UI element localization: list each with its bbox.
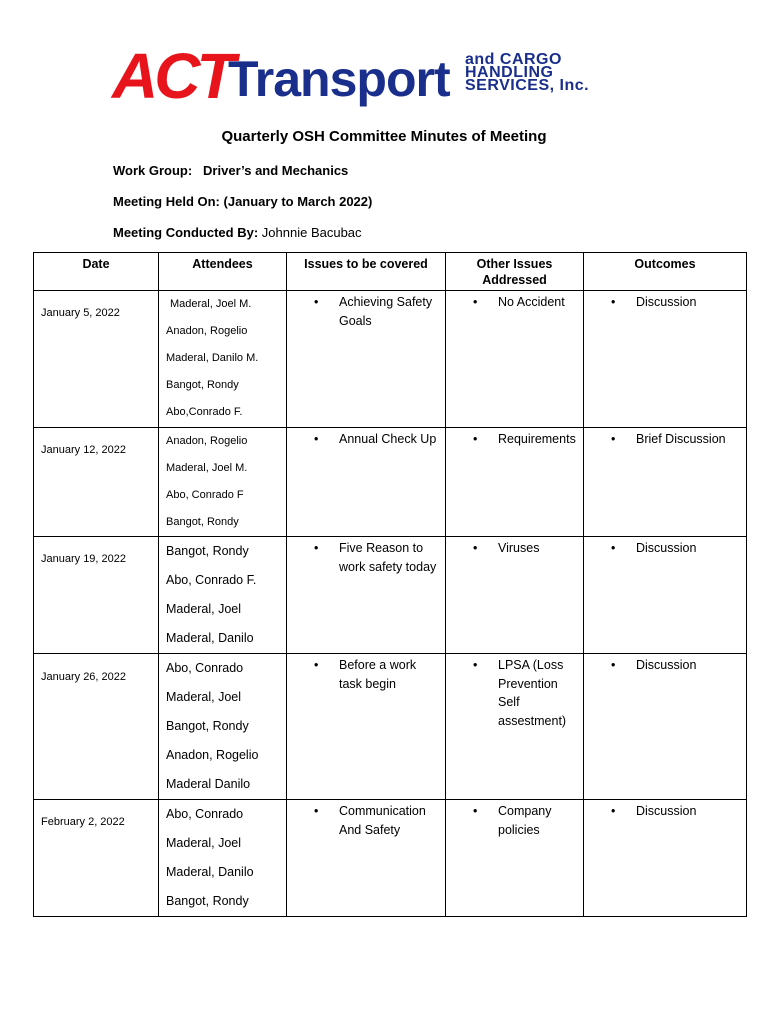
attendee-name: Maderal, Danilo — [166, 865, 254, 879]
date-text: February 2, 2022 — [41, 816, 125, 828]
attendees-cell — [159, 800, 287, 917]
attendee-name: Anadon, Rogelio — [166, 748, 259, 762]
attendee-name: Abo, Conrado F. — [166, 573, 257, 587]
table-row — [34, 291, 747, 428]
meeting-held-value: (January to March 2022) — [223, 194, 373, 209]
bullet-icon: • — [611, 432, 616, 446]
work-group-value: Driver’s and Mechanics — [203, 163, 349, 178]
work-group-line — [113, 163, 348, 178]
other-issue-text: Viruses — [498, 541, 540, 555]
date-cell — [34, 800, 159, 917]
document-title: Quarterly OSH Committee Minutes of Meeting — [221, 128, 547, 145]
other-issues-cell — [446, 654, 584, 800]
bullet-icon: • — [611, 541, 616, 555]
logo-subtitle — [465, 53, 690, 92]
outcome-cell — [584, 428, 747, 537]
attendee-name: Anadon, Rogelio — [166, 325, 248, 337]
bullet-icon: • — [314, 804, 319, 818]
header-other-issues — [446, 253, 584, 291]
bullet-icon: • — [314, 295, 319, 309]
date-cell — [34, 428, 159, 537]
date-cell — [34, 291, 159, 428]
attendees-cell — [159, 428, 287, 537]
date-text: January 5, 2022 — [41, 307, 120, 319]
bullet-icon: • — [611, 658, 616, 672]
attendee-name: Maderal, Joel — [166, 602, 242, 616]
attendee-name: Maderal, Joel — [166, 690, 242, 704]
other-issues-cell — [446, 537, 584, 654]
issue-text: Achieving Safety Goals — [339, 295, 433, 328]
other-issue-text: No Accident — [498, 295, 565, 309]
issues-cell — [287, 800, 446, 917]
outcome-cell — [584, 800, 747, 917]
date-text: January 19, 2022 — [41, 553, 127, 565]
logo-sub-line-3: SERVICES, Inc. — [465, 77, 590, 94]
meeting-held-line — [113, 194, 372, 209]
table-header-row — [34, 253, 747, 291]
svg-text:Transport: Transport — [228, 51, 450, 107]
attendee-name: Maderal, Danilo — [166, 631, 254, 645]
outcome-text: Brief Discussion — [636, 432, 726, 446]
attendee-name: Bangot, Rondy — [166, 719, 249, 733]
issue-text: Before a work task begin — [339, 658, 417, 691]
other-issues-cell — [446, 800, 584, 917]
issues-cell — [287, 291, 446, 428]
date-cell — [34, 537, 159, 654]
table-row — [34, 800, 747, 917]
company-logo — [110, 40, 690, 110]
header-date: Date — [34, 253, 159, 291]
minutes-table — [33, 252, 747, 917]
header-attendees: Attendees — [159, 253, 287, 291]
issues-cell — [287, 537, 446, 654]
table-row — [34, 428, 747, 537]
issues-cell — [287, 428, 446, 537]
attendee-name: Abo, Conrado — [166, 807, 244, 821]
date-text: January 26, 2022 — [41, 671, 127, 683]
issue-text: Communication And Safety — [339, 804, 426, 837]
logo-sub-line-2: HANDLING — [465, 64, 554, 81]
outcome-cell — [584, 537, 747, 654]
header-other-line-2: Addressed — [482, 273, 547, 287]
table-row — [34, 537, 747, 654]
svg-text:ACT: ACT — [112, 40, 232, 110]
conducted-by-value: Johnnie Bacubac — [261, 225, 362, 240]
table-row — [34, 654, 747, 800]
attendees-cell — [159, 654, 287, 800]
outcome-text: Discussion — [636, 541, 697, 555]
attendee-name: Abo, Conrado — [166, 661, 244, 675]
other-issue-text: LPSA (Loss Prevention Self assestment) — [498, 658, 567, 728]
attendee-name: Abo,Conrado F. — [166, 406, 243, 418]
meeting-held-label: Meeting Held On: — [113, 194, 220, 209]
bullet-icon: • — [314, 658, 319, 672]
attendee-name: Maderal, Danilo M. — [166, 352, 259, 364]
outcome-text: Discussion — [636, 804, 697, 818]
attendee-name: Maderal, Joel — [166, 836, 242, 850]
conducted-by-line — [113, 225, 362, 240]
issues-cell — [287, 654, 446, 800]
bullet-icon: • — [314, 432, 319, 446]
conducted-by-label: Meeting Conducted By: — [113, 225, 259, 240]
work-group-label: Work Group: — [113, 163, 193, 178]
header-outcomes: Outcomes — [584, 253, 747, 291]
attendee-name: Bangot, Rondy — [166, 544, 249, 558]
date-cell — [34, 654, 159, 800]
bullet-icon: • — [473, 541, 478, 555]
attendee-name: Bangot, Rondy — [166, 516, 239, 528]
bullet-icon: • — [473, 295, 478, 309]
other-issue-text: Requirements — [498, 432, 576, 446]
bullet-icon: • — [611, 804, 616, 818]
logo-brand-mark — [110, 40, 460, 110]
other-issues-cell — [446, 428, 584, 537]
attendee-name: Bangot, Rondy — [166, 894, 249, 908]
attendee-name: Bangot, Rondy — [166, 379, 239, 391]
bullet-icon: • — [314, 541, 319, 555]
issue-text: Five Reason to work safety today — [339, 541, 437, 574]
bullet-icon: • — [611, 295, 616, 309]
bullet-icon: • — [473, 432, 478, 446]
other-issues-cell — [446, 291, 584, 428]
date-text: January 12, 2022 — [41, 444, 127, 456]
issue-text: Annual Check Up — [339, 432, 437, 446]
outcome-cell — [584, 654, 747, 800]
attendee-name: Maderal Danilo — [166, 777, 251, 791]
header-other-line-1: Other Issues — [476, 257, 553, 271]
bullet-icon: • — [473, 804, 478, 818]
attendees-cell — [159, 537, 287, 654]
attendee-name: Maderal, Joel M. — [166, 462, 248, 474]
outcome-text: Discussion — [636, 295, 697, 309]
header-issues: Issues to be covered — [287, 253, 446, 291]
outcome-text: Discussion — [636, 658, 697, 672]
outcome-cell — [584, 291, 747, 428]
attendee-name: Anadon, Rogelio — [166, 435, 248, 447]
bullet-icon: • — [473, 658, 478, 672]
attendee-name: Abo, Conrado F — [166, 489, 244, 501]
other-issue-text: Company policies — [498, 804, 552, 837]
logo-sub-line-1: and CARGO — [465, 51, 562, 68]
attendee-name: Maderal, Joel M. — [170, 298, 252, 310]
attendees-cell — [159, 291, 287, 428]
